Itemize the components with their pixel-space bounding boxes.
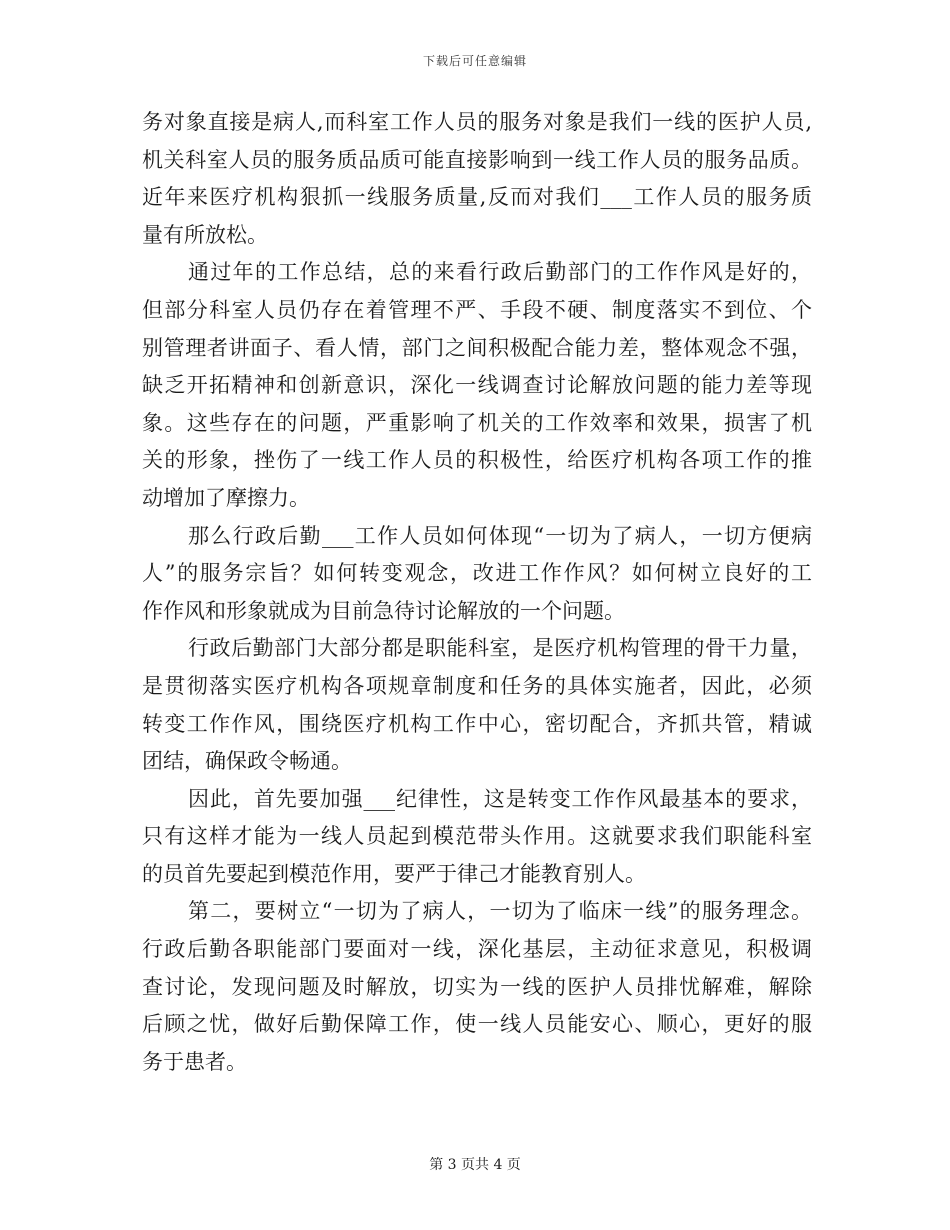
paragraph-line: 的员首先要起到模范作用，要严于律己才能教育别人。 — [142, 861, 646, 886]
paragraph-line: 因此，首先要加强___纪律性，这是转变工作作风最基本的要求， — [188, 786, 812, 811]
paragraph-line: 关的形象，挫伤了一线工作人员的积极性，给医疗机构各项工作的推 — [142, 448, 812, 473]
paragraph-line: 务于患者。 — [142, 1049, 247, 1074]
paragraph — [142, 893, 812, 1081]
paragraph — [142, 781, 812, 894]
paragraph-line: 是贯彻落实医疗机构各项规章制度和任务的具体实施者，因此，必须 — [142, 673, 812, 698]
paragraph-line: 近年来医疗机构狠抓一线服务质量,反而对我们___工作人员的服务质 — [142, 185, 812, 210]
paragraph-line: 查讨论，发现问题及时解放，切实为一线的医护人员排忧解难，解除 — [142, 974, 812, 999]
paragraph-line: 象。这些存在的问题，严重影响了机关的工作效率和效果，损害了机 — [142, 410, 812, 435]
paragraph-line: 人”的服务宗旨？如何转变观念，改进工作作风？如何树立良好的工 — [142, 561, 812, 586]
paragraph — [142, 104, 812, 254]
paragraph-line: 行政后勤部门大部分都是职能科室，是医疗机构管理的骨干力量， — [188, 636, 812, 661]
paragraph-line: 但部分科室人员仍存在着管理不严、手段不硬、制度落实不到位、个 — [142, 297, 812, 322]
page-header: 下载后可任意编辑 — [422, 54, 527, 68]
paragraph-line: 量有所放松。 — [142, 222, 268, 247]
paragraph-line: 作作风和形象就成为目前急待讨论解放的一个问题。 — [142, 598, 625, 623]
paragraph-line: 团结，确保政令畅通。 — [142, 749, 352, 774]
paragraph-line: 行政后勤各职能部门要面对一线，深化基层，主动征求意见，积极调 — [142, 937, 812, 962]
paragraph-line: 通过年的工作总结，总的来看行政后勤部门的工作作风是好的， — [188, 260, 812, 285]
paragraph — [142, 254, 812, 517]
paragraph-line: 第二，要树立“一切为了病人，一切为了临床一线”的服务理念。 — [188, 899, 812, 924]
paragraph-line: 转变工作作风，围绕医疗机构工作中心，密切配合，齐抓共管，精诚 — [142, 711, 812, 736]
paragraph-line: 后顾之忧，做好后勤保障工作，使一线人员能安心、顺心，更好的服 — [142, 1012, 812, 1037]
paragraph-line: 机关科室人员的服务质品质可能直接影响到一线工作人员的服务品质。 — [142, 147, 812, 172]
paragraph-line: 动增加了摩擦力。 — [142, 485, 310, 510]
paragraph-line: 那么行政后勤___工作人员如何体现“一切为了病人，一切方便病 — [188, 523, 812, 548]
page-footer: 第 3 页共 4 页 — [429, 1157, 521, 1173]
document-body — [142, 104, 812, 1081]
paragraph-line: 别管理者讲面子、看人情，部门之间积极配合能力差，整体观念不强， — [142, 335, 812, 360]
paragraph-line: 缺乏开拓精神和创新意识，深化一线调查讨论解放问题的能力差等现 — [142, 373, 812, 398]
paragraph — [142, 630, 812, 780]
paragraph — [142, 518, 812, 631]
paragraph-line: 只有这样才能为一线人员起到模范带头作用。这就要求我们职能科室 — [142, 824, 812, 849]
paragraph-line: 务对象直接是病人,而科室工作人员的服务对象是我们一线的医护人员, — [142, 110, 812, 134]
